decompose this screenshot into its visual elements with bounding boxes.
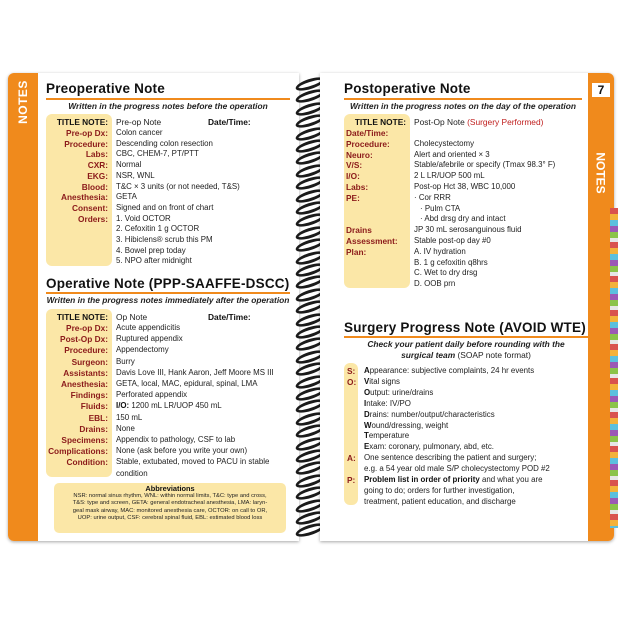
postop-row-label: Labs: [346, 182, 369, 192]
postop-row-label: PE: [346, 192, 360, 203]
op-subtitle: Written in the progress notes immediately after the operation [46, 295, 290, 305]
soap-text: and what you are [479, 475, 543, 484]
soap-initial: O [364, 387, 371, 397]
op-rule [46, 292, 290, 294]
op-row-label: Surgeon: [71, 356, 108, 367]
preop-title: Preoperative Note [46, 81, 165, 96]
op-row-value: Perforated appendix [116, 390, 188, 400]
postop-plan-item: D. OOB prn [414, 279, 456, 289]
preop-order-item: 5. NPO after midnight [116, 256, 192, 266]
page-number: 7 [592, 83, 610, 97]
right-tab-label: NOTES [594, 152, 608, 194]
soap-initial: I [364, 398, 367, 408]
soap-line: going to do; orders for further investigation, [364, 485, 515, 495]
postop-subtitle: Written in the progress notes on the day of the operation [350, 101, 576, 111]
postop-row-value: Alert and oriented × 3 [414, 149, 490, 159]
soap-line [364, 431, 409, 440]
op-row-value: None (ask before you write your own) [116, 446, 248, 456]
preop-row-value: Colon cancer [116, 128, 163, 137]
soap-initial: W [364, 420, 372, 430]
soap-initial: V [364, 376, 370, 386]
soap-line [364, 475, 542, 484]
op-condition-cont: condition [116, 468, 148, 478]
op-row-value: Appendectomy [116, 345, 169, 355]
notebook-spread [8, 73, 614, 541]
abbreviations-line: geal mask airway, MAC: monitored anesthesia care, OCTOR: on call to OR, [72, 507, 268, 514]
soap-line [364, 453, 536, 462]
soap-line [364, 410, 495, 419]
abbreviations-line: T&S: type and screen, GETA: general endotracheal anesthesia, LMA: laryn- [72, 500, 268, 507]
soap-text: ound/dressing, weight [371, 420, 449, 430]
soap-text: rains: number/output/characteristics [369, 409, 495, 419]
abbreviations-title: Abbreviations [145, 484, 195, 493]
preop-row-value: Descending colon resection [116, 138, 213, 148]
preop-row-value: CBC, CHEM-7, PT/PTT [116, 149, 199, 159]
soap-text: emperature [368, 431, 410, 441]
preop-order-item: 2. Cefoxitin 1 g OCTOR [116, 224, 200, 234]
left-tab-label: NOTES [16, 80, 30, 124]
op-row-label: Specimens: [61, 435, 108, 445]
preop-subtitle: Written in the progress notes before the operation [68, 101, 268, 111]
postop-row-label: Drains [346, 225, 372, 236]
op-row-label: Condition: [66, 457, 108, 468]
preop-row-label: Labs: [85, 149, 108, 160]
op-title-note-value: Op Note [116, 312, 148, 322]
postop-row-value: · Cor RRR [414, 192, 451, 202]
preop-order-item: 3. Hibiclens® scrub this PM [116, 235, 213, 244]
preop-row-label: Procedure: [64, 138, 108, 149]
op-row-value: Ruptured appendix [116, 334, 183, 344]
preop-row-label: EKG: [87, 170, 108, 181]
soap-text: utput: urine/drains [370, 387, 434, 397]
postop-rule [344, 98, 582, 100]
soap-initial: D [364, 409, 370, 419]
soap-key: O: [347, 376, 357, 387]
postop-pe-item: · Abd drsg dry and intact [420, 214, 506, 224]
op-row-label: Post-Op Dx: [60, 334, 108, 345]
soap-priority: Problem list in order of priority [364, 475, 480, 484]
op-title: Operative Note (PPP-SAAFFE-DSCC) [46, 276, 290, 291]
soap-initial: T [364, 431, 369, 441]
postop-title: Postoperative Note [344, 81, 471, 96]
preop-order-item: 4. Bowel prep today [116, 245, 186, 255]
postop-row-value: Stable post-op day #0 [414, 236, 491, 245]
postop-plan-item: C. Wet to dry drsg [414, 268, 478, 278]
op-row-label: Anesthesia: [60, 379, 108, 389]
preop-row-label: Blood: [81, 181, 108, 192]
postop-row-value: Post-op Hct 38, WBC 10,000 [414, 182, 516, 191]
soap-line [364, 377, 400, 386]
soap-initial: E [364, 442, 370, 452]
soap-key: P: [347, 475, 356, 485]
soap-line [364, 442, 494, 451]
soap-text: ppearance: subjective complaints, 24 hr events [369, 366, 535, 375]
preop-title-note-value: Pre-op Note [116, 117, 162, 127]
preop-row-label: Orders: [78, 213, 108, 224]
soap-text: ital signs [369, 376, 400, 386]
preop-title-note-label: TITLE NOTE: [56, 117, 108, 127]
preop-date-time: Date/Time: [208, 117, 251, 127]
postop-row-value: Stable/afebrile or specify (Tmax 98.3° F) [414, 160, 556, 170]
soap-line [364, 399, 411, 408]
preop-row-value: NSR, WNL [116, 170, 155, 180]
postop-row-label: Neuro: [346, 149, 373, 160]
op-row-label: Assistants: [63, 367, 108, 378]
preop-row-value: Normal [116, 160, 142, 170]
soap-line [364, 388, 433, 397]
progress-subtitle-2-tail: (SOAP note format) [457, 350, 531, 360]
op-row-label: Complications: [48, 446, 108, 457]
postop-row-label: Date/Time: [346, 128, 389, 138]
op-row-label: Fluids: [80, 401, 108, 412]
soap-initial: A [364, 366, 370, 375]
postop-row-value: Cholecystectomy [414, 138, 475, 148]
progress-subtitle-2-italic: surgical team [401, 350, 456, 360]
op-title-note-label: TITLE NOTE: [56, 312, 108, 322]
op-row-value: Davis Love III, Hank Aaron, Jeff Moore MS III [116, 367, 274, 377]
soap-line: treatment, patient education, and discharge [364, 496, 516, 506]
op-row-value: Stable, extubated, moved to PACU in stable [116, 457, 270, 467]
op-row-value: Acute appendicitis [116, 323, 181, 332]
preop-row-value: T&C × 3 units (or not needed, T&S) [116, 181, 240, 191]
progress-subtitle-1: Check your patient daily before rounding with the [367, 339, 565, 349]
postop-plan-item: B. 1 g cefoxitin q8hrs [414, 257, 488, 267]
postop-row-value: A. IV hydration [414, 246, 466, 256]
progress-subtitle-2 [344, 350, 588, 360]
op-row-value: 150 mL [116, 412, 143, 422]
op-row-value: GETA, local, MAC, epidural, spinal, LMA [116, 379, 258, 388]
postop-row-value: 2 L LR/UOP 500 mL [414, 171, 485, 181]
postop-row-value: JP 30 mL serosanguinous fluid [414, 225, 522, 235]
preop-row-value: 1. Void OCTOR [116, 213, 171, 223]
abbreviations-line: NSR: normal sinus rhythm, WNL: within normal limits, T&C: type and cross, [73, 493, 267, 500]
postop-title-note-red: (Surgery Performed) [467, 117, 544, 127]
soap-key: A: [347, 453, 356, 464]
postop-row-label: Assessment: [346, 236, 398, 246]
progress-title: Surgery Progress Note (AVOID WTE) [344, 320, 586, 335]
postop-row-label: I/O: [346, 171, 360, 182]
preop-row-label: Pre-op Dx: [66, 128, 108, 138]
abbreviations-line: UOP: urine output, CSF: cerebral spinal fluid, EBL: estimated blood loss [77, 514, 263, 521]
op-row-label: EBL: [88, 412, 108, 423]
right-section-tab [588, 73, 614, 541]
soap-line [364, 421, 448, 430]
soap-key: S: [347, 366, 356, 376]
postop-row-label: V/S: [346, 160, 363, 171]
op-row-label: Pre-op Dx: [66, 323, 108, 333]
postop-title-note-text: Post-Op Note [414, 117, 465, 127]
soap-text: One sentence describing the patient and surgery; [364, 453, 537, 463]
op-row-label: Findings: [70, 390, 108, 401]
preop-row-label: CXR: [87, 160, 108, 171]
soap-line [364, 366, 534, 375]
soap-text: ntake: IV/PO [366, 398, 411, 408]
preop-rule [46, 98, 290, 100]
left-section-tab [8, 73, 38, 541]
progress-rule [344, 336, 588, 338]
op-row-label: Procedure: [64, 345, 108, 356]
abbreviations-box [54, 483, 286, 533]
index-edge-tabs [610, 208, 618, 528]
op-date-time: Date/Time: [208, 312, 251, 322]
soap-text: xam: coronary, pulmonary, abd, etc. [369, 442, 494, 452]
left-page [8, 73, 299, 541]
preop-row-value: GETA [116, 192, 137, 202]
postop-pe-item: · Pulm CTA [420, 203, 461, 213]
postop-title-note-value [414, 117, 543, 127]
right-page [320, 73, 614, 541]
op-row-value [116, 401, 222, 410]
preop-row-label: Consent: [72, 202, 108, 213]
op-fluids-value: 1200 mL LR/UOP 450 mL [131, 401, 222, 411]
op-row-label: Drains: [79, 423, 108, 434]
preop-row-value: Signed and on front of chart [116, 202, 214, 212]
op-row-value: Appendix to pathology, CSF to lab [116, 435, 236, 444]
postop-row-label: Plan: [346, 246, 367, 257]
soap-line: e.g. a 54 year old male S/P cholecystectomy POD #2 [364, 464, 550, 474]
op-row-value: None [116, 423, 135, 433]
postop-title-note-label: TITLE NOTE: [354, 117, 406, 127]
postop-row-label: Procedure: [346, 138, 390, 149]
preop-row-label: Anesthesia: [60, 192, 108, 203]
op-fluids-key: I/O: [116, 401, 132, 411]
op-row-value: Burry [116, 356, 135, 366]
